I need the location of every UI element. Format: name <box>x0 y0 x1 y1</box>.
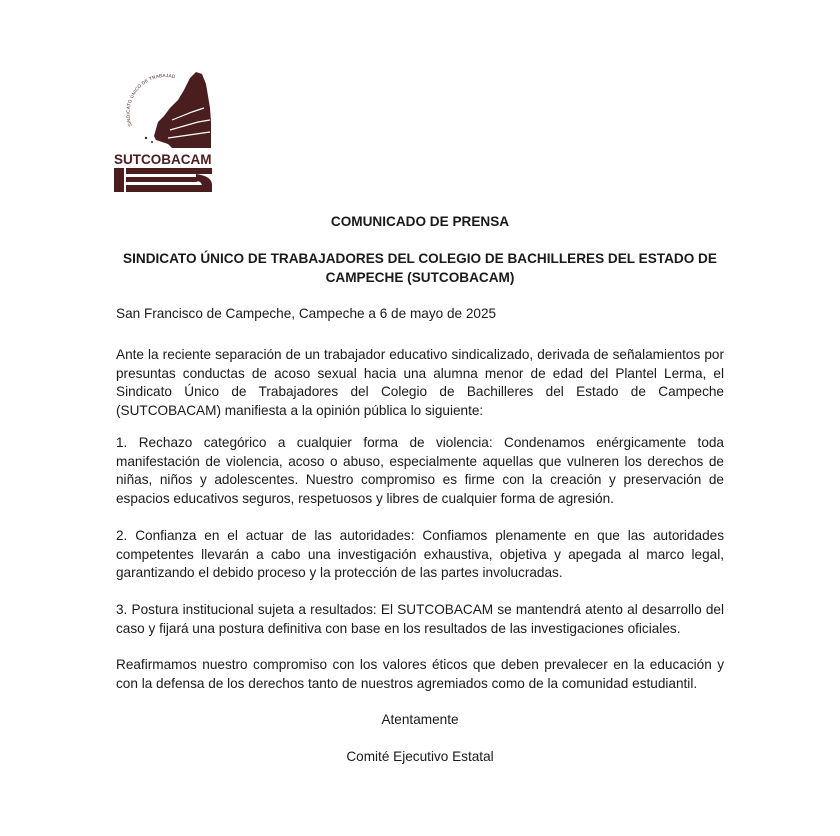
organization-heading: SINDICATO ÚNICO DE TRABAJADORES DEL COLEGIO DE BACHILLERES DEL ESTADO DE CAMPECHE (SUTCOBACAM) <box>123 251 717 285</box>
sutcobacam-emblem-icon <box>112 64 222 194</box>
closing-paragraph: Reafirmamos nuestro compromiso con los valores éticos que deben prevalecer en la educación y con la defensa de los derechos tanto de nuestros agremiados como de la comunidad estudiantil. <box>116 657 724 691</box>
logo-arc-text: SINDICATO ÚNICO DE TRABAJAD <box>125 72 176 128</box>
logo-acronym: SUTCOBACAM <box>114 152 212 167</box>
intro-paragraph: Ante la reciente separación de un trabajador educativo sindicalizado, derivada de señalamientos por presuntas conductas de acoso sexual hacia una alumna menor de edad del Plantel Lerma, el Sindicato Único de Trabajadores del Colegio de Bachilleres del Estado de Campeche (SUTCOBACAM) manifiesta a la opinión pública lo siguiente: <box>116 347 724 418</box>
campeche-map-icon <box>154 72 211 148</box>
sutcobacam-logo <box>112 64 222 194</box>
document-type-heading: COMUNICADO DE PRENSA <box>330 214 510 229</box>
signoff-text: Atentamente <box>381 712 459 727</box>
place-date: San Francisco de Campeche, Campeche a 6 de mayo de 2025 <box>116 306 497 321</box>
signature-text: Comité Ejecutivo Estatal <box>346 749 494 764</box>
point-2-paragraph: 2. Confianza en el actuar de las autoridades: Confiamos plenamente en que las autoridades competentes llevarán a cabo una investigación exhaustiva, objetiva y apegada al marco legal, garantizando el debido proceso y la protección de las partes involucradas. <box>116 528 724 581</box>
point-3-paragraph: 3. Postura institucional sujeta a resultados: El SUTCOBACAM se mantendrá atento al desarrollo del caso y fijará una postura definitiva con base en los resultados de las investigaciones oficiales. <box>116 602 724 636</box>
point-1-paragraph: 1. Rechazo categórico a cualquier forma de violencia: Condenamos enérgicamente toda manifestación de violencia, acoso o abuso, especialmente aquellas que vulneren los derechos de niñas, niños y adolescentes. Nuestro compromiso es firme con la creación y preservación de espacios educativos seguros, respetuosos y libres de cualquier forma de agresión. <box>116 435 724 506</box>
